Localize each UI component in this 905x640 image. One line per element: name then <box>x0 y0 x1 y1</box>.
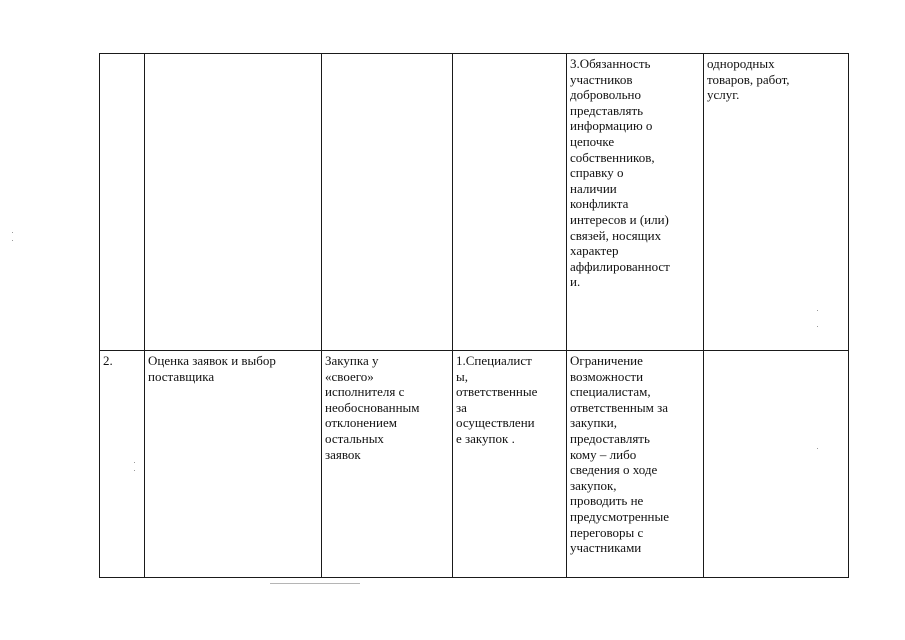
risk-description-cell <box>322 351 453 578</box>
scan-speck <box>817 448 818 449</box>
scan-speck <box>12 240 13 241</box>
table-row <box>100 351 849 578</box>
procurement-stage-cell <box>145 351 322 578</box>
scan-speck <box>134 462 135 463</box>
row-number-cell <box>100 351 145 578</box>
responsible-positions: 1.Специалист ы, ответственные за осуществлени е закупок . <box>456 353 538 446</box>
row-number: 2. <box>103 353 113 368</box>
note-cell <box>704 54 849 351</box>
scan-speck <box>817 326 818 327</box>
mitigation-measures: 3.Обязанность участников добровольно представлять информацию о цепочке собственников, справку о наличии конфликта интересов и (или) связей, носящих характер аффилированност и. <box>570 56 670 290</box>
responsible-positions-cell <box>453 54 567 351</box>
procurement-stage-cell <box>145 54 322 351</box>
risk-description-cell <box>322 54 453 351</box>
note: однородных товаров, работ, услуг. <box>707 56 790 103</box>
mitigation-measures: Ограничение возможности специалистам, ответственным за закупки, предоставлять кому – либо сведения о ходе закупок, проводить не предусмотренные переговоры с участниками <box>570 353 670 556</box>
row-number-cell <box>100 54 145 351</box>
corruption-risk-table <box>99 53 849 578</box>
risk-description: Закупка у «своего» исполнителя с необоснованным отклонением остальных заявок <box>325 353 420 462</box>
responsible-positions-cell <box>453 351 567 578</box>
mitigation-measures-cell <box>567 351 704 578</box>
scan-speck <box>134 470 135 471</box>
scan-line <box>270 583 360 584</box>
scan-speck <box>12 232 13 233</box>
table-row <box>100 54 849 351</box>
scan-speck <box>817 310 818 311</box>
mitigation-measures-cell <box>567 54 704 351</box>
procurement-stage: Оценка заявок и выбор поставщика <box>148 353 276 384</box>
note-cell <box>704 351 849 578</box>
